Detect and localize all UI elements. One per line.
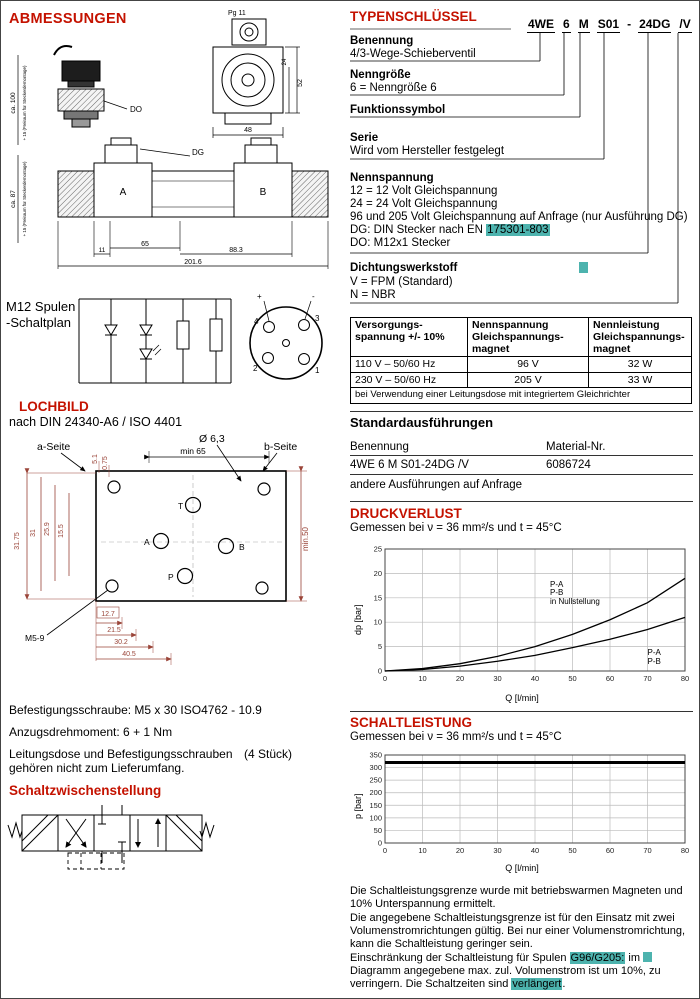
solenoid-b-label: B	[259, 187, 267, 198]
druckverlust-chart	[353, 539, 691, 691]
plus-label: +	[257, 292, 262, 301]
y-tick-label: 50	[373, 825, 382, 835]
dim-31-75: 31.75	[14, 532, 21, 550]
druckverlust-title: DRUCKVERLUST	[350, 506, 462, 521]
dim-25-9: 25.9	[44, 522, 51, 536]
code-segment-s01: S01	[597, 17, 620, 31]
std-row-material-nr: 6086724	[546, 459, 591, 471]
x-tick-label: 50	[568, 674, 577, 683]
note-text: Diagramm angegebene max. zul. Volumenstrom ist um 10%, zu verringern. Die Schaltzeiten sind	[350, 965, 661, 991]
cell: 33 W	[589, 372, 692, 388]
nennspannung-line-3: 96 und 205 Volt Gleichspannung auf Anfrage (nur Ausführung DG)	[350, 211, 688, 223]
dimension-drawing	[6, 5, 341, 283]
note-befestigungsschraube: Befestigungsschraube: M5 x 30 ISO4762 - 10.9	[9, 703, 262, 717]
voltage-table-row-1	[351, 357, 692, 373]
dim-ca100: ca. 100	[10, 92, 17, 114]
serie-label: Serie	[350, 132, 379, 144]
dim-min50: min.50	[301, 526, 310, 552]
dichtung-line-2: N = NBR	[350, 289, 396, 301]
schaltleistung-subtitle: Gemessen bei ν = 36 mm²/s und t = 45°C	[350, 731, 562, 743]
curve-label: P-A P-B	[647, 648, 661, 666]
type-code	[527, 17, 692, 33]
benennung-label: Benennung	[350, 35, 414, 47]
typenschluessel-title: TYPENSCHLÜSSEL	[350, 9, 477, 24]
col-nennspannung	[468, 318, 589, 357]
dim-ca87: ca. 87	[10, 190, 17, 208]
header-line: Gleichspannungs-	[593, 331, 685, 343]
x-tick-label: 40	[530, 674, 540, 683]
std-row-name: 4WE 6 M S01-24DG /V	[350, 459, 469, 471]
x-tick-label: 70	[643, 846, 652, 855]
col-versorgungsspannung	[351, 318, 468, 357]
revision-mark	[643, 952, 652, 962]
standardausfuehrungen-title: Standardausführungen	[350, 415, 494, 430]
note-leitungsdose-1: Leitungsdose und Befestigungsschrauben	[9, 747, 233, 761]
x-tick-label: 60	[605, 846, 615, 855]
code-segment-6: 6	[563, 17, 570, 31]
druckverlust-xlabel: Q [l/min]	[505, 693, 539, 703]
y-tick-label: 25	[373, 544, 382, 554]
y-tick-label: 100	[369, 813, 382, 823]
dim-label-pg11: Pg 11	[228, 10, 246, 17]
code-segment-4we: 4WE	[528, 17, 555, 31]
y-tick-label: 15	[373, 593, 382, 603]
nennspannung-label: Nennspannung	[350, 172, 434, 184]
note-paragraph-2: Die angegebene Schaltleistungsgrenze ist für den Einsatz mit zwei Volumenstromrichtungen gültig. Bei nur einer Volumenstromrichtung, kann die Schaltleistung geringer sein.	[350, 912, 686, 951]
dim-31: 31	[30, 529, 37, 537]
highlighted-word: verlängert	[512, 978, 562, 991]
cell: 32 W	[589, 357, 692, 373]
note-text: Einschränkung der Schaltleistung für Spulen	[350, 952, 570, 964]
port-p-label: P	[168, 572, 174, 582]
voltage-table-footer-row	[351, 388, 692, 404]
curve-label: P-A P-B in Nullstellung	[550, 579, 600, 606]
dim-0-75: 0.75	[102, 456, 109, 470]
nennspannung-line-1: 12 = 12 Volt Gleichspannung	[350, 185, 498, 197]
x-tick-label: 80	[680, 846, 690, 855]
header-line: Nennspannung	[472, 319, 549, 331]
cell: 230 V – 50/60 Hz	[351, 372, 468, 388]
port-t-label: T	[178, 501, 184, 511]
code-segment-v: /V	[679, 17, 691, 31]
do-connector-label: DO	[130, 105, 142, 114]
druckverlust-plot	[353, 539, 691, 691]
x-tick-label: 60	[605, 674, 615, 683]
y-tick-label: 0	[377, 838, 382, 848]
x-tick-label: 40	[530, 846, 540, 855]
dim-48: 48	[244, 127, 252, 134]
schaltleistung-chart	[353, 745, 691, 863]
divider	[350, 411, 693, 412]
m12-label-line1: M12 Spulen	[6, 299, 76, 314]
std-col-material-nr: Material-Nr.	[546, 441, 606, 453]
y-tick-label: 300	[369, 763, 382, 773]
x-tick-label: 80	[680, 674, 690, 683]
voltage-table-header-row	[351, 318, 692, 357]
std-note: andere Ausführungen auf Anfrage	[350, 479, 523, 491]
pin-2-label: 2	[253, 364, 258, 373]
x-tick-label: 10	[418, 846, 427, 855]
dim-40-5: 40.5	[122, 651, 136, 658]
header-line: magnet	[593, 343, 631, 355]
dim-21-5: 21.5	[107, 627, 121, 634]
code-segment-24dg: 24DG	[639, 17, 671, 31]
schaltleistung-title: SCHALTLEISTUNG	[350, 715, 472, 730]
dim-201-6: 201.6	[184, 259, 202, 266]
pin-4-label: 4	[254, 317, 259, 326]
solenoid-a-label: A	[119, 187, 127, 198]
x-tick-label: 0	[382, 846, 388, 855]
y-tick-label: 150	[369, 800, 382, 810]
header-line: Gleichspannungs-	[472, 331, 564, 343]
pin-3-label: 3	[315, 314, 320, 323]
voltage-table-row-2	[351, 372, 692, 388]
col-nennleistung	[589, 318, 692, 357]
dim-65: 65	[141, 241, 149, 248]
port-a-label: A	[144, 537, 150, 547]
port-b-label: B	[239, 542, 245, 552]
nennspannung-line-4	[350, 224, 550, 237]
dichtungswerkstoff-label: Dichtungswerkstoff	[350, 262, 458, 274]
cell: 96 V	[468, 357, 589, 373]
std-col-benennung: Benennung	[350, 441, 409, 453]
y-tick-label: 350	[369, 750, 382, 760]
schaltleistung-ylabel: p [bar]	[353, 793, 363, 819]
m12-label-line2: -Schaltplan	[6, 315, 72, 330]
lochbild-subtitle: nach DIN 24340-A6 / ISO 4401	[9, 415, 183, 429]
b-seite-label: b-Seite	[264, 441, 298, 453]
nenngroesse-label: Nenngröße	[350, 69, 411, 81]
dim-11: 11	[98, 247, 106, 254]
schaltzwischenstellung-symbol	[6, 799, 216, 877]
dim-30-2: 30.2	[114, 639, 128, 646]
lochbild-drawing	[11, 429, 336, 699]
header-line: spannung +/- 10%	[355, 331, 445, 343]
nennspannung-line-5: DO: M12x1 Stecker	[350, 237, 451, 249]
schaltleistung-xlabel: Q [l/min]	[505, 863, 539, 873]
y-tick-label: 200	[369, 788, 382, 798]
dim-24: 24	[282, 58, 288, 66]
y-tick-label: 10	[373, 617, 382, 627]
header-line: magnet	[472, 343, 510, 355]
highlighted-coil-types: G96/G205:	[570, 952, 625, 964]
code-segment-dash: -	[627, 17, 632, 31]
druckverlust-subtitle: Gemessen bei ν = 36 mm²/s und t = 45°C	[350, 522, 562, 534]
x-tick-label: 30	[493, 674, 502, 683]
dichtung-line-1: V = FPM (Standard)	[350, 276, 453, 288]
note-anzugsdrehmoment: Anzugsdrehmoment: 6 + 1 Nm	[9, 725, 173, 739]
nennspannung-line-4-text: DG: DIN Stecker nach EN	[350, 224, 487, 236]
x-tick-label: 0	[382, 674, 388, 683]
dim-88-3: 88.3	[229, 247, 243, 254]
header-line: Versorgungs-	[355, 319, 423, 331]
x-tick-label: 30	[493, 846, 502, 855]
diameter-label: Ø 6,3	[199, 433, 225, 445]
x-tick-label: 70	[643, 674, 652, 683]
code-segment-m: M	[578, 17, 589, 31]
y-tick-label: 250	[369, 775, 382, 785]
table-footnote: bei Verwendung einer Leitungsdose mit integriertem Gleichrichter	[351, 388, 692, 404]
y-tick-label: 20	[373, 568, 382, 578]
dim-15-5: 15.5	[58, 524, 65, 538]
divider	[350, 474, 693, 475]
m5-9-label: M5-9	[25, 633, 45, 643]
x-tick-label: 20	[455, 846, 465, 855]
revision-mark	[579, 262, 588, 273]
lochbild-title: LOCHBILD	[19, 399, 89, 414]
benennung-value: 4/3-Wege-Schieberventil	[350, 48, 476, 60]
header-line: Nennleistung	[593, 319, 660, 331]
minus-label: -	[312, 292, 315, 301]
druckverlust-ylabel: dp [bar]	[353, 604, 363, 635]
note-paragraph-3	[350, 952, 694, 992]
y-tick-label: 5	[377, 642, 382, 652]
dim-52: 52	[297, 79, 304, 87]
note-paragraph-1: Die Schaltleistungsgrenze wurde mit betriebswarmen Magneten und 10% Unterspannung ermittelt.	[350, 885, 683, 911]
schaltzwischenstellung-title: Schaltzwischenstellung	[9, 783, 162, 798]
dg-connector-label: DG	[192, 148, 204, 157]
dim-min65: min 65	[180, 446, 206, 456]
voltage-table	[350, 317, 692, 404]
divider	[350, 711, 693, 712]
x-tick-label: 50	[568, 846, 577, 855]
note-leitungsdose-2: gehören nicht zum Lieferumfang.	[9, 761, 185, 775]
cell: 205 V	[468, 372, 589, 388]
dim-freiraum-2: + 15 (Freiraum für Steckerdemontage)	[22, 161, 27, 237]
m12-circuit-diagram	[71, 287, 336, 399]
dim-5-1: 5.1	[92, 454, 99, 464]
cell: 110 V – 50/60 Hz	[351, 357, 468, 373]
highlighted-norm-number: 175301-803	[487, 224, 549, 236]
serie-value: Wird vom Hersteller festgelegt	[350, 145, 505, 157]
note-stueck: (4 Stück)	[244, 747, 293, 761]
dim-12-7: 12.7	[101, 611, 115, 618]
note-text: .	[562, 978, 566, 991]
divider	[350, 455, 693, 456]
a-seite-label: a-Seite	[37, 441, 71, 453]
pin-1-label: 1	[315, 366, 320, 375]
note-text: im	[625, 952, 644, 964]
x-tick-label: 20	[455, 674, 465, 683]
dim-freiraum-1: + 15 (Freiraum für Steckerdemontage)	[22, 65, 27, 141]
nennspannung-line-2: 24 = 24 Volt Gleichspannung	[350, 198, 498, 210]
nenngroesse-value: 6 = Nenngröße 6	[350, 82, 437, 94]
x-tick-label: 10	[418, 674, 427, 683]
y-tick-label: 0	[377, 666, 382, 676]
abmessungen-title: ABMESSUNGEN	[9, 11, 127, 27]
funktionssymbol-label: Funktionssymbol	[350, 104, 446, 116]
schaltleistung-plot	[353, 745, 691, 863]
divider	[350, 501, 693, 502]
